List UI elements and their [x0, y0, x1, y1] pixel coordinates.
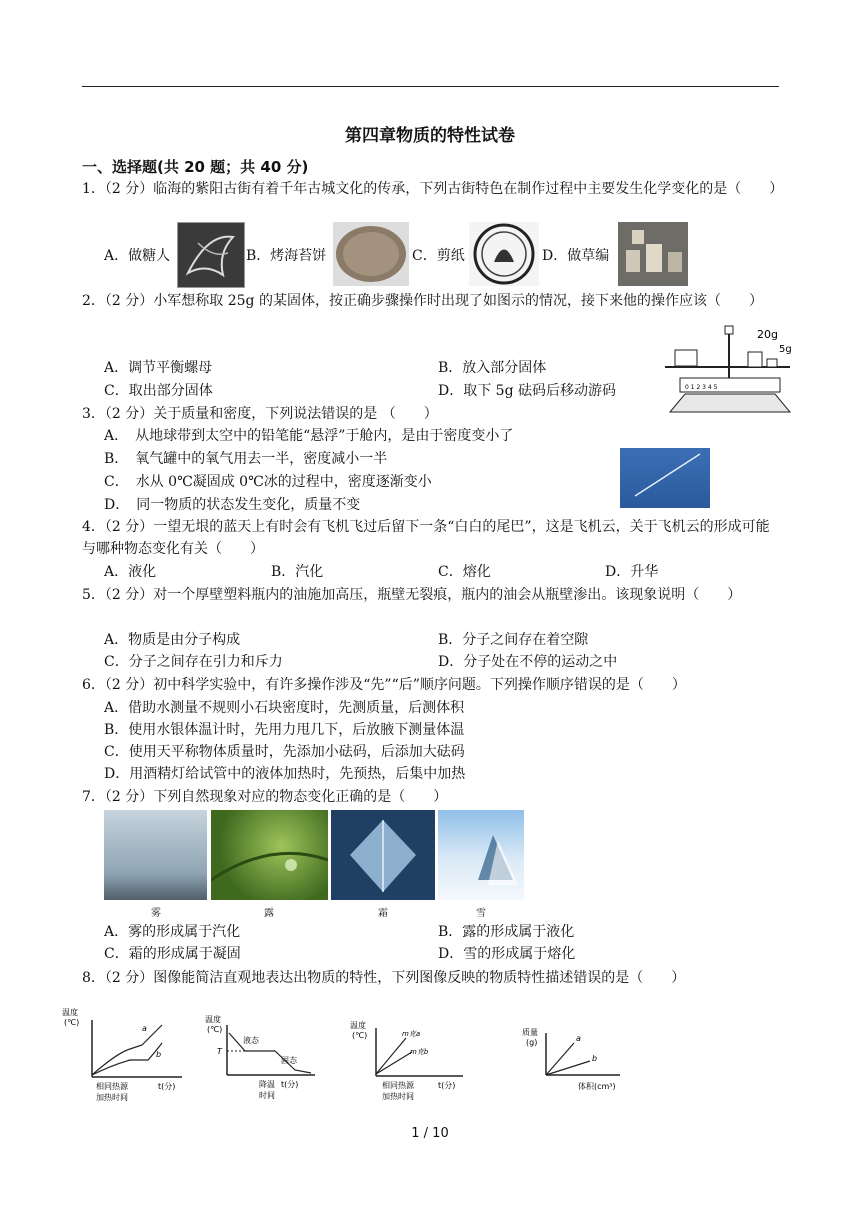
q2-option-c[interactable]: C．取出部分固体	[104, 383, 213, 399]
svg-text:(℃): (℃)	[64, 1018, 80, 1027]
dew-photo	[211, 810, 328, 900]
svg-text:降温: 降温	[259, 1080, 275, 1089]
svg-text:温度: 温度	[350, 1021, 366, 1030]
contrail-sky-photo	[620, 448, 710, 508]
svg-text:温度: 温度	[62, 1008, 78, 1017]
q5-option-d[interactable]: D．分子处在不停的运动之中	[438, 654, 618, 670]
seaweed-cake-photo	[333, 222, 409, 286]
question-3-stem: 3．（2 分）关于质量和密度，下列说法错误的是 （ ）	[82, 406, 438, 422]
q2-option-b[interactable]: B．放入部分固体	[438, 360, 547, 376]
q6-option-d[interactable]: D．用酒精灯给试管中的液体加热时，先预热，后集中加热	[104, 766, 466, 782]
dew-caption: 露	[264, 908, 274, 919]
svg-text:加热时间: 加热时间	[382, 1092, 414, 1101]
svg-text:液态: 液态	[243, 1036, 259, 1045]
snow-caption: 雪	[476, 908, 486, 919]
q2-option-d[interactable]: D．取下 5g 砝码后移动游码	[438, 383, 616, 399]
q6-option-a[interactable]: A．借助水测量不规则小石块密度时，先测质量，后测体积	[104, 700, 465, 716]
svg-text:时间: 时间	[259, 1091, 275, 1100]
graph-4-mass-volume-lines	[520, 1025, 630, 1100]
q7-option-d[interactable]: D．雪的形成属于熔化	[438, 946, 576, 962]
frost-photo	[331, 810, 435, 900]
frost-caption: 霜	[378, 908, 388, 919]
q4-option-d[interactable]: D．升华	[605, 564, 659, 580]
svg-text:T: T	[217, 1047, 222, 1056]
svg-text:b: b	[156, 1050, 162, 1059]
q6-option-c[interactable]: C．使用天平称物体质量时，先添加小砝码，后添加大砝码	[104, 744, 465, 760]
q7-option-b[interactable]: B．露的形成属于液化	[438, 924, 575, 940]
svg-text:温度: 温度	[205, 1015, 221, 1024]
q7-option-c[interactable]: C．霜的形成属于凝固	[104, 946, 241, 962]
q5-option-a[interactable]: A．物质是由分子构成	[104, 632, 241, 648]
sugar-figure-photo	[177, 222, 245, 288]
svg-text:固态: 固态	[281, 1056, 297, 1065]
svg-text:t(分): t(分)	[158, 1082, 176, 1091]
q7-option-a[interactable]: A．雾的形成属于汽化	[104, 924, 241, 940]
q3-option-c[interactable]: C． 水从 0℃凝固成 0℃冰的过程中，密度逐渐变小	[104, 474, 432, 490]
svg-text:m克b: m克b	[410, 1048, 429, 1056]
svg-text:(℃): (℃)	[207, 1025, 223, 1034]
q4-option-b[interactable]: B．汽化	[271, 564, 324, 580]
svg-text:t(分): t(分)	[438, 1081, 456, 1090]
question-7-stem: 7．（2 分）下列自然现象对应的物态变化正确的是（ ）	[82, 789, 448, 805]
svg-text:体积(cm³): 体积(cm³)	[578, 1082, 616, 1091]
q1-option-a[interactable]: A．做糖人	[104, 248, 171, 264]
svg-text:a: a	[142, 1024, 147, 1033]
q1-option-c[interactable]: C．剪纸	[412, 248, 465, 264]
question-2-stem: 2．（2 分）小军想称取 25g 的某固体，按正确步骤操作时出现了如图示的情况，接下来他的操作应该（ ）	[82, 293, 763, 309]
graph-2-cooling-curve	[205, 1015, 325, 1105]
header-rule	[82, 86, 779, 87]
svg-text:(g): (g)	[526, 1038, 538, 1047]
question-4-stem: 4．（2 分）一望无垠的蓝天上有时会有飞机飞过后留下一条“白白的尾巴”，这是飞机云，关于飞机云的形成可能与哪种物态变化有关（ ）	[82, 519, 770, 557]
svg-text:b: b	[592, 1054, 598, 1063]
svg-text:相同热源: 相同热源	[96, 1082, 128, 1091]
q1-option-b[interactable]: B．烤海苔饼	[246, 248, 327, 264]
graph-3-mass-heating-lines	[348, 1020, 478, 1105]
svg-text:(℃): (℃)	[352, 1031, 368, 1040]
snow-photo	[438, 810, 524, 900]
fog-photo	[104, 810, 207, 900]
q3-option-b[interactable]: B． 氧气罐中的氧气用去一半，密度减小一半	[104, 451, 388, 467]
q4-option-a[interactable]: A．液化	[104, 564, 157, 580]
question-5-stem: 5．（2 分）对一个厚壁塑料瓶内的油施加高压，瓶壁无裂痕，瓶内的油会从瓶壁渗出。该现象说明（ ）	[82, 587, 742, 603]
paper-cut-photo	[469, 222, 539, 286]
straw-weaving-photo	[618, 222, 688, 286]
q6-option-b[interactable]: B．使用水银体温计时，先用力甩几下，后放腋下测量体温	[104, 722, 465, 738]
q5-option-c[interactable]: C．分子之间存在引力和斥力	[104, 654, 283, 670]
q5-option-b[interactable]: B．分子之间存在着空隙	[438, 632, 589, 648]
section-heading: 一、选择题(共 20 题；共 40 分)	[82, 158, 309, 176]
q3-option-d[interactable]: D． 同一物质的状态发生变化，质量不变	[104, 497, 361, 513]
svg-text:相同热源: 相同热源	[382, 1081, 414, 1090]
svg-text:t(分): t(分)	[281, 1080, 299, 1089]
svg-text:质量: 质量	[522, 1028, 538, 1037]
weight-20g-label: 20g	[757, 328, 778, 341]
question-1-stem: 1．（2 分）临海的紫阳古街有着千年古城文化的传承，下列古街特色在制作过程中主要发生化学变化的是（ ）	[82, 181, 784, 197]
page-number: 1 / 10	[411, 1126, 449, 1141]
svg-text:a: a	[576, 1034, 581, 1043]
graph-1-heating-curves	[62, 1005, 192, 1105]
svg-text:0 1 2 3 4 5: 0 1 2 3 4 5	[685, 384, 718, 391]
fog-caption: 雾	[151, 908, 161, 919]
q2-option-a[interactable]: A．调节平衡螺母	[104, 360, 213, 376]
svg-text:加热时间: 加热时间	[96, 1093, 128, 1102]
q4-option-c[interactable]: C．熔化	[438, 564, 491, 580]
weight-5g-label: 5g	[779, 344, 792, 355]
question-6-stem: 6．（2 分）初中科学实验中，有许多操作涉及“先”“后”顺序问题。下列操作顺序错误的是（ ）	[82, 677, 686, 693]
page-title: 第四章物质的特性试卷	[345, 126, 515, 146]
svg-text:m克a: m克a	[402, 1030, 421, 1038]
q3-option-a[interactable]: A． 从地球带到太空中的铅笔能“悬浮”于舱内，是由于密度变小了	[104, 428, 514, 444]
question-8-stem: 8．（2 分）图像能简洁直观地表达出物质的特性，下列图像反映的物质特性描述错误的是（ ）	[82, 970, 686, 986]
q1-option-d[interactable]: D．做草编	[542, 248, 610, 264]
